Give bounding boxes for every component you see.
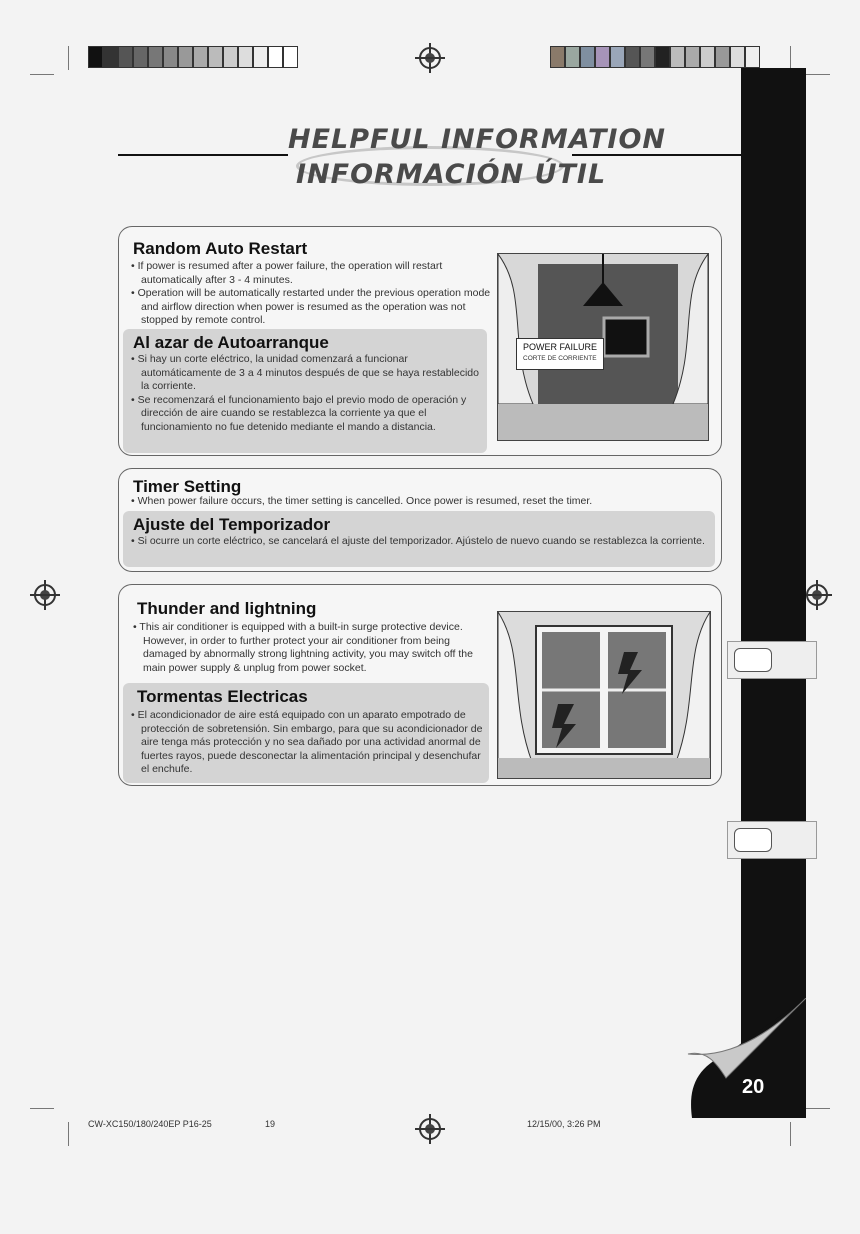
crop-mark — [790, 46, 791, 70]
page-curl-icon — [686, 998, 806, 1118]
remote-icon — [734, 648, 772, 672]
registration-target-icon — [419, 1118, 441, 1140]
title-english: HELPFUL INFORMATION — [288, 124, 667, 155]
bullets-en — [131, 495, 711, 509]
side-tab — [727, 641, 817, 679]
registration-target-icon — [34, 584, 56, 606]
bullets-es — [131, 353, 483, 434]
registration-grayscale-bar — [88, 46, 298, 68]
crop-mark — [68, 46, 69, 70]
bullet-item: • Si hay un corte eléctrico, la unidad comenzará a funcionar automáticamente de 3 a 4 minutos después de que se haya restablecido la corriente. — [141, 353, 483, 394]
registration-target-icon — [806, 584, 828, 606]
registration-target-icon — [419, 47, 441, 69]
bullet-item: • Operation will be automatically restarted under the previous operation mode and airflow direction when power is resumed as the operation was not stopped by remote control. — [141, 287, 491, 328]
crop-mark — [30, 1108, 54, 1109]
section-title-es: Ajuste del Temporizador — [133, 515, 331, 534]
page-title — [288, 114, 667, 200]
bullet-item: • Se recomenzará el funcionamiento bajo el previo modo de operación y dirección de aire cuando se restablezca la corriente ya que el funcionamiento no fue detenido mediante el mando a distancia. — [141, 394, 483, 435]
header-rule — [118, 154, 288, 156]
crop-mark — [30, 74, 54, 75]
registration-color-bar — [550, 46, 760, 68]
label-corte-corriente: CORTE DE CORRIENTE — [523, 355, 597, 362]
side-band — [741, 68, 806, 1118]
bullets-es — [131, 709, 487, 777]
bullet-item: • El acondicionador de aire está equipado con un aparato empotrado de protección de sobretensión. Sin embargo, para que su acondicionador de aire tenga más protección y no sea dañado por una actividad anormal de fuertes rayos, puede desconectar la alimentación principal y desenchufar el enchufe. — [141, 709, 487, 777]
side-tab — [727, 821, 817, 859]
bullet-item: • If power is resumed after a power failure, the operation will restart automatically after 3 - 4 minutes. — [141, 260, 491, 287]
section-title-es: Tormentas Electricas — [137, 687, 308, 706]
section-thunder — [118, 584, 722, 786]
label-power-failure: POWER FAILURE — [523, 342, 598, 352]
bullets-en — [133, 621, 489, 675]
bullets-en — [131, 260, 491, 328]
crop-mark — [68, 1122, 69, 1146]
footer-right: 12/15/00, 3:26 PM — [527, 1119, 601, 1129]
bullet-item: • Si ocurre un corte eléctrico, se cancelará el ajuste del temporizador. Ajústelo de nuevo cuando se restablezca la corriente. — [141, 535, 705, 549]
section-timer — [118, 468, 722, 572]
thunder-illustration — [497, 611, 711, 779]
footer-center: 19 — [265, 1119, 276, 1129]
title-spanish: INFORMACIÓN ÚTIL — [296, 159, 607, 190]
power-failure-illustration — [497, 253, 709, 441]
bullet-item: • This air conditioner is equipped with a built-in surge protective device. However, in order to further protect your air conditioner from being damaged by abnormally strong lightning activity, you may switch off the main power supply & unplug from power socket. — [143, 621, 489, 675]
section-title-en: Random Auto Restart — [133, 239, 308, 258]
crop-mark — [806, 1108, 830, 1109]
section-auto-restart — [118, 226, 722, 456]
section-title-en: Timer Setting — [133, 477, 242, 496]
bullets-es — [131, 535, 705, 549]
crop-mark — [806, 74, 830, 75]
section-title-en: Thunder and lightning — [137, 599, 317, 618]
hand-icon — [734, 828, 772, 852]
storm-window-icon — [498, 612, 710, 778]
crop-mark — [790, 1122, 791, 1146]
page-number: 20 — [742, 1076, 765, 1098]
footer-left: CW-XC150/180/240EP P16-25 — [88, 1119, 212, 1129]
section-title-es: Al azar de Autoarranque — [133, 333, 329, 352]
bullet-item: • When power failure occurs, the timer setting is cancelled. Once power is resumed, reset the timer. — [141, 495, 711, 509]
power-failure-burst — [516, 338, 604, 370]
